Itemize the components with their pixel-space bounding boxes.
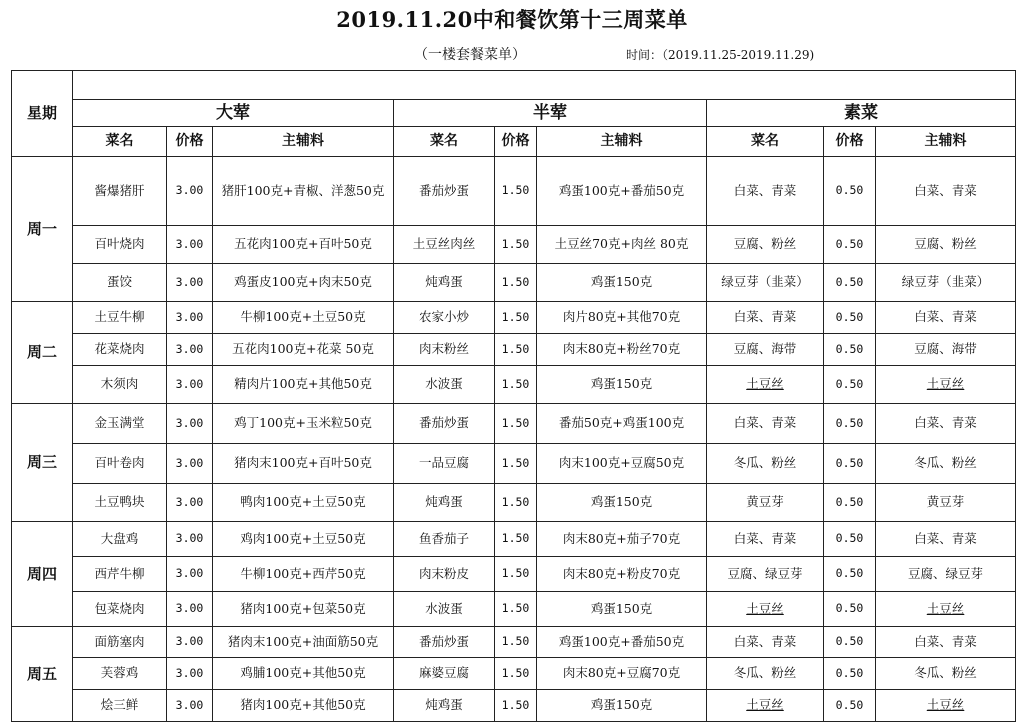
dish-ingredients: 猪肝100克+青椒、洋葱50克 bbox=[213, 157, 394, 226]
table-row bbox=[12, 334, 1016, 366]
dish-price: 0.50 bbox=[824, 557, 876, 592]
dish-name: 炖鸡蛋 bbox=[394, 264, 495, 302]
dish-name: 炖鸡蛋 bbox=[394, 690, 495, 722]
dish-price: 3.00 bbox=[167, 226, 213, 264]
dish-ingredients: 鸡蛋150克 bbox=[537, 592, 707, 627]
dish-name: 绿豆芽（韭菜） bbox=[707, 264, 824, 302]
table-row bbox=[12, 157, 1016, 226]
table-row bbox=[12, 557, 1016, 592]
dish-price: 1.50 bbox=[495, 557, 537, 592]
col-header-name: 菜名 bbox=[707, 127, 824, 157]
group-header-dahun: 大荤 bbox=[73, 100, 394, 127]
dish-price: 1.50 bbox=[495, 592, 537, 627]
dish-name: 木须肉 bbox=[73, 366, 167, 404]
dish-ingredients: 肉末100克+豆腐50克 bbox=[537, 444, 707, 484]
dish-ingredients: 绿豆芽（韭菜） bbox=[876, 264, 1016, 302]
dish-ingredients: 猪肉100克+其他50克 bbox=[213, 690, 394, 722]
dish-name: 白菜、青菜 bbox=[707, 302, 824, 334]
dish-ingredients: 土豆丝70克+肉丝 80克 bbox=[537, 226, 707, 264]
dish-ingredients: 黄豆芽 bbox=[876, 484, 1016, 522]
col-header-ingredients: 主辅料 bbox=[213, 127, 394, 157]
table-row bbox=[12, 627, 1016, 658]
group-header-sucai: 素菜 bbox=[707, 100, 1016, 127]
dish-price: 1.50 bbox=[495, 404, 537, 444]
dish-ingredients: 鸡蛋150克 bbox=[537, 484, 707, 522]
col-header-price: 价格 bbox=[495, 127, 537, 157]
col-header-ingredients: 主辅料 bbox=[876, 127, 1016, 157]
dish-ingredients: 鸡蛋150克 bbox=[537, 690, 707, 722]
dish-price: 0.50 bbox=[824, 404, 876, 444]
dish-price: 1.50 bbox=[495, 658, 537, 690]
dish-price: 1.50 bbox=[495, 157, 537, 226]
table-row bbox=[12, 264, 1016, 302]
page-title: 2019.11.20中和餐饮第十三周菜单 bbox=[336, 7, 688, 32]
dish-price: 1.50 bbox=[495, 264, 537, 302]
day-label: 周二 bbox=[12, 302, 73, 404]
dish-price: 1.50 bbox=[495, 444, 537, 484]
dish-name: 土豆丝肉丝 bbox=[394, 226, 495, 264]
dish-ingredients: 鸡肉100克+土豆50克 bbox=[213, 522, 394, 557]
dish-ingredients: 牛柳100克+西芹50克 bbox=[213, 557, 394, 592]
dish-name: 烩三鲜 bbox=[73, 690, 167, 722]
table-row bbox=[12, 404, 1016, 444]
dish-price: 0.50 bbox=[824, 157, 876, 226]
menu-table bbox=[11, 70, 1016, 722]
dish-ingredients: 牛柳100克+土豆50克 bbox=[213, 302, 394, 334]
dish-name: 肉末粉皮 bbox=[394, 557, 495, 592]
dish-ingredients: 白菜、青菜 bbox=[876, 627, 1016, 658]
dish-price: 3.00 bbox=[167, 366, 213, 404]
dish-price: 3.00 bbox=[167, 557, 213, 592]
dish-ingredients: 豆腐、绿豆芽 bbox=[876, 557, 1016, 592]
dish-name: 土豆丝 bbox=[707, 690, 824, 722]
dish-ingredients: 五花肉100克+百叶50克 bbox=[213, 226, 394, 264]
dish-ingredients: 冬瓜、粉丝 bbox=[876, 658, 1016, 690]
table-row bbox=[12, 444, 1016, 484]
dish-name: 白菜、青菜 bbox=[707, 157, 824, 226]
dish-price: 0.50 bbox=[824, 302, 876, 334]
dish-price: 3.00 bbox=[167, 658, 213, 690]
table-row bbox=[12, 658, 1016, 690]
dish-name: 肉末粉丝 bbox=[394, 334, 495, 366]
dish-price: 3.00 bbox=[167, 690, 213, 722]
dish-price: 3.00 bbox=[167, 157, 213, 226]
dish-price: 0.50 bbox=[824, 592, 876, 627]
blank-header-row bbox=[73, 71, 1016, 100]
table-row bbox=[12, 226, 1016, 264]
dish-price: 0.50 bbox=[824, 627, 876, 658]
dish-price: 3.00 bbox=[167, 264, 213, 302]
col-header-price: 价格 bbox=[167, 127, 213, 157]
dish-name: 酱爆猪肝 bbox=[73, 157, 167, 226]
dish-name: 黄豆芽 bbox=[707, 484, 824, 522]
dish-price: 1.50 bbox=[495, 690, 537, 722]
dish-ingredients: 肉末80克+粉丝70克 bbox=[537, 334, 707, 366]
dish-price: 0.50 bbox=[824, 522, 876, 557]
col-header-name: 菜名 bbox=[394, 127, 495, 157]
dish-price: 3.00 bbox=[167, 592, 213, 627]
dish-name: 金玉满堂 bbox=[73, 404, 167, 444]
dish-ingredients: 肉末80克+豆腐70克 bbox=[537, 658, 707, 690]
dish-price: 1.50 bbox=[495, 522, 537, 557]
dish-ingredients: 精肉片100克+其他50克 bbox=[213, 366, 394, 404]
dish-price: 0.50 bbox=[824, 484, 876, 522]
dish-name: 土豆丝 bbox=[707, 366, 824, 404]
dish-name: 番茄炒蛋 bbox=[394, 404, 495, 444]
dish-name: 农家小炒 bbox=[394, 302, 495, 334]
dish-price: 3.00 bbox=[167, 404, 213, 444]
dish-name: 炖鸡蛋 bbox=[394, 484, 495, 522]
dish-name: 水波蛋 bbox=[394, 366, 495, 404]
table-row bbox=[12, 302, 1016, 334]
table-row bbox=[12, 690, 1016, 722]
dish-name: 鱼香茄子 bbox=[394, 522, 495, 557]
dish-ingredients: 鸡蛋100克+番茄50克 bbox=[537, 627, 707, 658]
dish-name: 水波蛋 bbox=[394, 592, 495, 627]
day-label: 周三 bbox=[12, 404, 73, 522]
dish-ingredients: 鸡蛋150克 bbox=[537, 366, 707, 404]
dish-price: 1.50 bbox=[495, 226, 537, 264]
dish-name: 白菜、青菜 bbox=[707, 522, 824, 557]
dish-name: 番茄炒蛋 bbox=[394, 157, 495, 226]
dish-name: 番茄炒蛋 bbox=[394, 627, 495, 658]
dish-price: 3.00 bbox=[167, 484, 213, 522]
dish-ingredients: 白菜、青菜 bbox=[876, 302, 1016, 334]
dish-price: 1.50 bbox=[495, 484, 537, 522]
table-row bbox=[12, 484, 1016, 522]
dish-name: 白菜、青菜 bbox=[707, 627, 824, 658]
dish-ingredients: 五花肉100克+花菜 50克 bbox=[213, 334, 394, 366]
dish-ingredients: 豆腐、海带 bbox=[876, 334, 1016, 366]
group-header-banhun: 半荤 bbox=[394, 100, 707, 127]
dish-ingredients: 冬瓜、粉丝 bbox=[876, 444, 1016, 484]
dish-price: 3.00 bbox=[167, 627, 213, 658]
dish-ingredients: 猪肉末100克+百叶50克 bbox=[213, 444, 394, 484]
dish-name: 冬瓜、粉丝 bbox=[707, 658, 824, 690]
dish-name: 土豆牛柳 bbox=[73, 302, 167, 334]
col-header-price: 价格 bbox=[824, 127, 876, 157]
col-header-name: 菜名 bbox=[73, 127, 167, 157]
dish-name: 一品豆腐 bbox=[394, 444, 495, 484]
dish-name: 蛋饺 bbox=[73, 264, 167, 302]
dish-name: 百叶卷肉 bbox=[73, 444, 167, 484]
dish-name: 土豆鸭块 bbox=[73, 484, 167, 522]
day-label: 周五 bbox=[12, 627, 73, 722]
dish-ingredients: 土豆丝 bbox=[876, 366, 1016, 404]
table-row bbox=[12, 522, 1016, 557]
dish-name: 豆腐、绿豆芽 bbox=[707, 557, 824, 592]
dish-price: 0.50 bbox=[824, 226, 876, 264]
dish-name: 花菜烧肉 bbox=[73, 334, 167, 366]
dish-name: 包菜烧肉 bbox=[73, 592, 167, 627]
dish-ingredients: 鸡蛋150克 bbox=[537, 264, 707, 302]
menu-subtitle: （一楼套餐菜单） bbox=[414, 47, 526, 63]
dish-ingredients: 肉末80克+茄子70克 bbox=[537, 522, 707, 557]
day-label: 周一 bbox=[12, 157, 73, 302]
dish-ingredients: 白菜、青菜 bbox=[876, 157, 1016, 226]
col-header-ingredients: 主辅料 bbox=[537, 127, 707, 157]
dish-name: 面筋塞肉 bbox=[73, 627, 167, 658]
dish-name: 白菜、青菜 bbox=[707, 404, 824, 444]
dish-name: 芙蓉鸡 bbox=[73, 658, 167, 690]
dish-ingredients: 鸭肉100克+土豆50克 bbox=[213, 484, 394, 522]
dish-price: 3.00 bbox=[167, 522, 213, 557]
dish-name: 土豆丝 bbox=[707, 592, 824, 627]
dish-ingredients: 土豆丝 bbox=[876, 690, 1016, 722]
dish-ingredients: 肉末80克+粉皮70克 bbox=[537, 557, 707, 592]
dish-ingredients: 猪肉末100克+油面筋50克 bbox=[213, 627, 394, 658]
dish-ingredients: 番茄50克+鸡蛋100克 bbox=[537, 404, 707, 444]
dish-price: 1.50 bbox=[495, 627, 537, 658]
table-row bbox=[12, 366, 1016, 404]
dish-price: 0.50 bbox=[824, 264, 876, 302]
dish-price: 3.00 bbox=[167, 444, 213, 484]
dish-ingredients: 鸡脯100克+其他50克 bbox=[213, 658, 394, 690]
dish-ingredients: 白菜、青菜 bbox=[876, 404, 1016, 444]
dish-ingredients: 豆腐、粉丝 bbox=[876, 226, 1016, 264]
dish-name: 大盘鸡 bbox=[73, 522, 167, 557]
table-row bbox=[12, 592, 1016, 627]
dish-name: 豆腐、粉丝 bbox=[707, 226, 824, 264]
dish-ingredients: 猪肉100克+包菜50克 bbox=[213, 592, 394, 627]
dish-ingredients: 土豆丝 bbox=[876, 592, 1016, 627]
day-column-header: 星期 bbox=[12, 71, 73, 157]
dish-ingredients: 鸡蛋100克+番茄50克 bbox=[537, 157, 707, 226]
dish-price: 0.50 bbox=[824, 366, 876, 404]
dish-price: 0.50 bbox=[824, 690, 876, 722]
dish-ingredients: 鸡蛋皮100克+肉末50克 bbox=[213, 264, 394, 302]
dish-name: 百叶烧肉 bbox=[73, 226, 167, 264]
dish-price: 0.50 bbox=[824, 334, 876, 366]
dish-price: 3.00 bbox=[167, 334, 213, 366]
dish-price: 0.50 bbox=[824, 444, 876, 484]
dish-price: 3.00 bbox=[167, 302, 213, 334]
dish-price: 1.50 bbox=[495, 334, 537, 366]
dish-name: 冬瓜、粉丝 bbox=[707, 444, 824, 484]
dish-ingredients: 肉片80克+其他70克 bbox=[537, 302, 707, 334]
dish-price: 1.50 bbox=[495, 302, 537, 334]
dish-price: 0.50 bbox=[824, 658, 876, 690]
dish-name: 西芹牛柳 bbox=[73, 557, 167, 592]
dish-ingredients: 白菜、青菜 bbox=[876, 522, 1016, 557]
date-range: 时间：（2019.11.25-2019.11.29) bbox=[626, 48, 815, 62]
day-label: 周四 bbox=[12, 522, 73, 627]
dish-name: 麻婆豆腐 bbox=[394, 658, 495, 690]
dish-ingredients: 鸡丁100克+玉米粒50克 bbox=[213, 404, 394, 444]
dish-name: 豆腐、海带 bbox=[707, 334, 824, 366]
dish-price: 1.50 bbox=[495, 366, 537, 404]
